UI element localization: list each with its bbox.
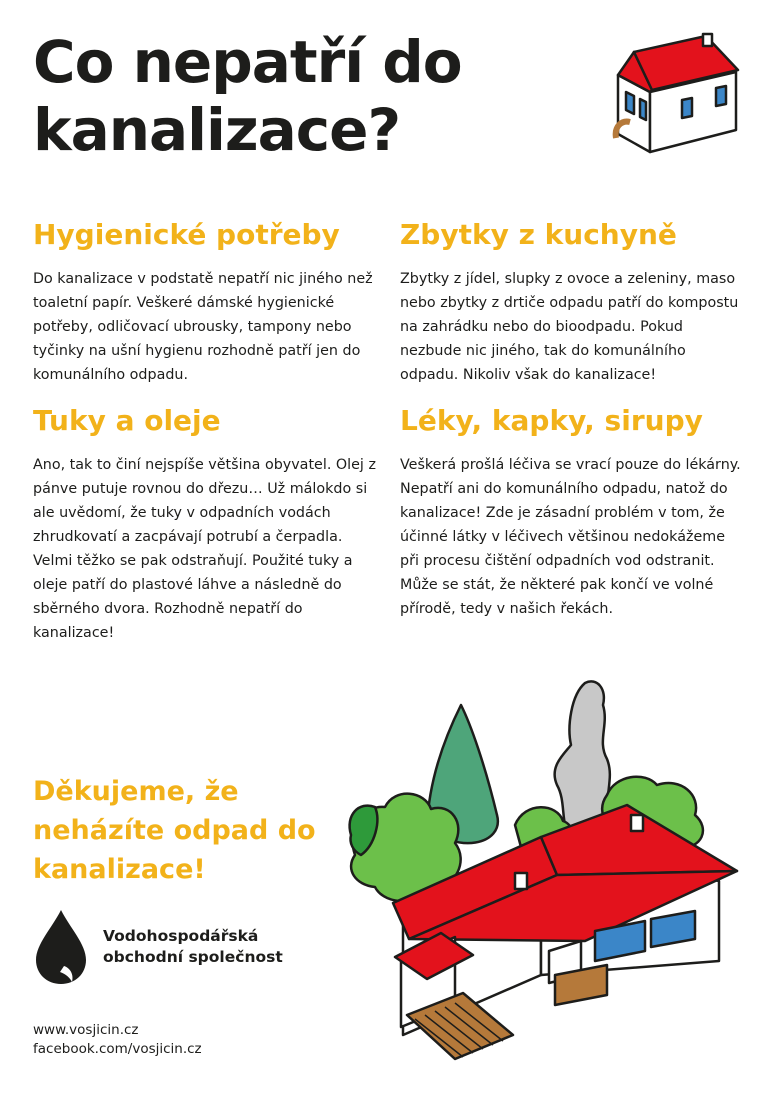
thanks-message: Děkujeme, že neházíte odpad do kanalizace! [33, 776, 316, 885]
footer-links [33, 1021, 202, 1059]
section-text: Zbytky z jídel, slupky z ovoce a zeleniny, maso nebo zbytky z drtiče odpadu patří do kompostu na zahrádku nebo do bioodpadu. Pokud nezbude nic jiného, tak do komunálního odpadu. Nikoliv však do kanalizace! [400, 271, 739, 383]
section-heading: Léky, kapky, sirupy [400, 404, 703, 437]
water-drop-icon [30, 908, 92, 988]
section-heading: Zbytky z kuchyně [400, 218, 677, 251]
website-link[interactable]: www.vosjicin.cz [33, 1022, 139, 1038]
section-heading: Tuky a oleje [33, 404, 221, 437]
section-fats [33, 403, 378, 645]
page-title: Co nepatří do kanalizace? [33, 28, 462, 164]
section-text: Ano, tak to činí nejspíše většina obyvatel. Olej z pánve putuje rovnou do dřezu… Už málokdo si ale uvědomí, že tuky v odpadních vodách zhrudkovatí a zacpávají potrubí a čerpadla. Velmi těžko se pak odstraňují. Použité tuky a oleje patří do plastové láhve a následně do sběrného dvora. Rozhodně nepatří do kanalizace! [33, 457, 376, 641]
facebook-link[interactable]: facebook.com/vosjicin.cz [33, 1041, 202, 1057]
section-kitchen [400, 217, 745, 387]
section-text: Veškerá prošlá léčiva se vrací pouze do lékárny. Nepatří ani do komunálního odpadu, natož do kanalizace! Zde je zásadní problém v tom, že účinné látky v léčivech většinou nedokážeme při procesu čištění odpadních vod odstranit. Může se stát, že některé pak končí ve volné přírodě, tedy v našich řekách. [400, 457, 741, 617]
section-medicine [400, 403, 745, 621]
house-icon [608, 30, 748, 160]
section-heading: Hygienické potřeby [33, 218, 340, 251]
section-text: Do kanalizace v podstatě nepatří nic jiného než toaletní papír. Veškeré dámské hygienické potřeby, odličovací ubrousky, tampony nebo tyčinky na ušní hygienu rozhodně patří jen do komunálního odpadu. [33, 271, 373, 383]
treatment-plant-icon [345, 675, 765, 1075]
company-name: Vodohospodářská obchodní společnost [103, 927, 283, 966]
section-hygiene [33, 217, 378, 387]
